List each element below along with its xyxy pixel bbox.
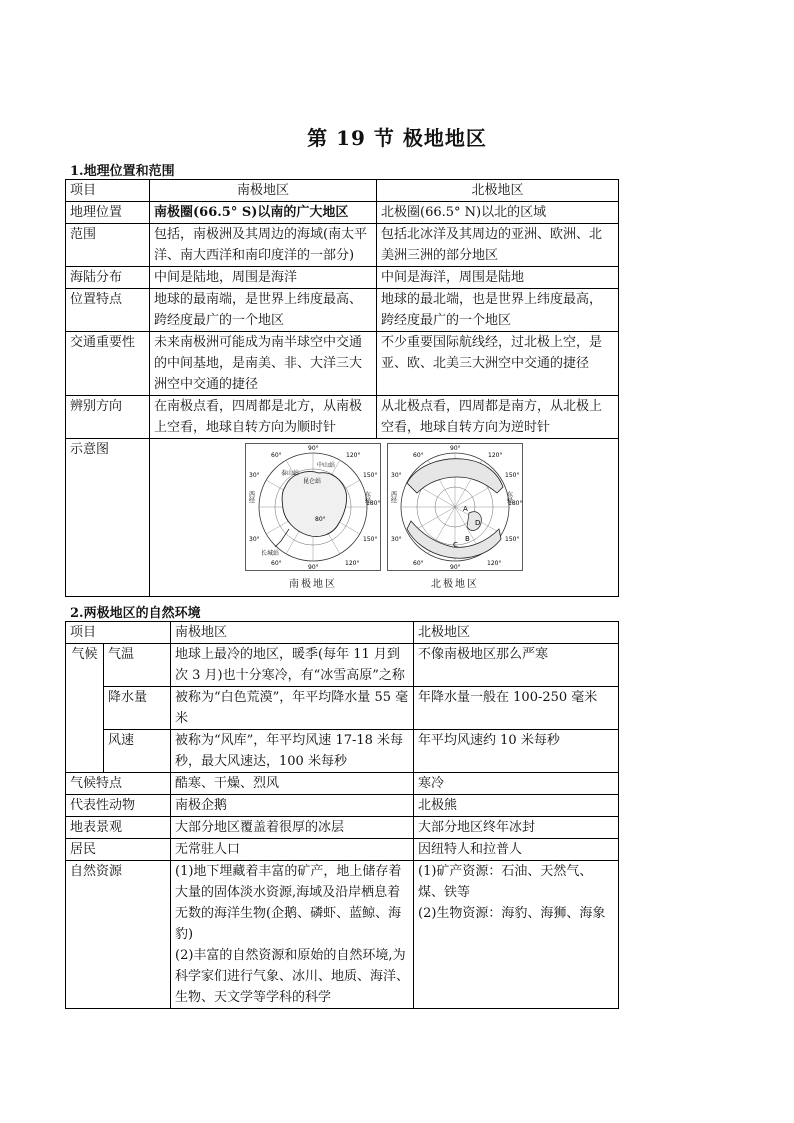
table-row bbox=[66, 817, 619, 839]
north-cell: 年平均风速约 10 米每秒 bbox=[414, 730, 619, 773]
row-label: 气温 bbox=[104, 644, 171, 687]
row-label: 降水量 bbox=[104, 687, 171, 730]
north-cell: 不像南极地区那么严寒 bbox=[414, 644, 619, 687]
location-table bbox=[65, 179, 619, 597]
row-label: 风速 bbox=[104, 730, 171, 773]
diagram-cell bbox=[150, 439, 619, 597]
south-cell: 被称为“风库”，年平均风速 17-18 米每秒，最大风速达，100 米每秒 bbox=[171, 730, 414, 773]
south-cell: 酷寒、干燥、烈风 bbox=[171, 773, 414, 795]
south-cell: 地球上最冷的地区，暖季(每年 11 月到次 3 月)也十分寒冷，有“冰雪高原”之称 bbox=[171, 644, 414, 687]
table-row bbox=[66, 730, 619, 773]
south-cell: 中间是陆地，周围是海洋 bbox=[150, 267, 377, 289]
tick-label: 60° bbox=[413, 560, 424, 567]
table-header-row bbox=[66, 180, 619, 202]
row-label: 代表性动物 bbox=[66, 795, 171, 817]
row-label: 居民 bbox=[66, 839, 171, 861]
north-cell: 中间是海洋，周围是陆地 bbox=[377, 267, 619, 289]
axis-label-east: 东经 bbox=[363, 491, 371, 503]
header-north: 北极地区 bbox=[414, 622, 619, 644]
south-cell: 在南极点看，四周都是北方，从南极上空看，地球自转方向为顺时针 bbox=[150, 396, 377, 439]
table-row bbox=[66, 267, 619, 289]
row-label: 辨别方向 bbox=[66, 396, 150, 439]
north-pole-map bbox=[387, 443, 523, 592]
north-cell: 从北极点看，四周都是南方，从北极上空看，地球自转方向为逆时针 bbox=[377, 396, 619, 439]
south-pole-map-image bbox=[245, 443, 381, 571]
row-label: 海陆分布 bbox=[66, 267, 150, 289]
tick-label: 150° bbox=[363, 536, 378, 543]
point-label: D bbox=[475, 519, 481, 527]
header-item: 项目 bbox=[66, 622, 171, 644]
row-label: 示意图 bbox=[66, 439, 150, 597]
place-label: 中山站 bbox=[317, 462, 336, 469]
row-label: 范围 bbox=[66, 224, 150, 267]
environment-table bbox=[65, 621, 619, 1009]
row-label: 位置特点 bbox=[66, 289, 150, 332]
diagram-row bbox=[66, 439, 619, 597]
table-row bbox=[66, 773, 619, 795]
tick-label: 30° bbox=[391, 536, 402, 543]
north-cell: 因纽特人和拉普人 bbox=[414, 839, 619, 861]
tick-label: 150° bbox=[363, 472, 378, 479]
north-cell: 地球的最北端，也是世界上纬度最高，跨经度最广的一个地区 bbox=[377, 289, 619, 332]
place-label: 泰山站 bbox=[281, 470, 300, 477]
north-cell: 不少重要国际航线经，过北极上空，是亚、欧、北美三大洲空中交通的捷径 bbox=[377, 332, 619, 396]
table-row bbox=[66, 687, 619, 730]
row-label: 气候特点 bbox=[66, 773, 171, 795]
section2-heading: 2.两极地区的自然环境 bbox=[70, 606, 201, 621]
south-pole-map bbox=[245, 443, 381, 592]
header-south: 南极地区 bbox=[171, 622, 414, 644]
table-row bbox=[66, 861, 619, 1009]
north-map-caption: 北极地区 bbox=[431, 579, 479, 590]
north-cell: 大部分地区终年冰封 bbox=[414, 817, 619, 839]
axis-label-east: 东经 bbox=[505, 491, 513, 503]
south-cell: 被称为“白色荒漠”，年平均降水量 55 毫米 bbox=[171, 687, 414, 730]
south-cell bbox=[171, 861, 414, 1009]
south-cell: 未来南极洲可能成为南半球空中交通的中间基地，是南美、非、大洋三大洲空中交通的捷径 bbox=[150, 332, 377, 396]
tick-label: 150° bbox=[505, 536, 520, 543]
page-title: 第 19 节 极地地区 bbox=[307, 126, 487, 150]
table-row bbox=[66, 332, 619, 396]
tick-label: 120° bbox=[487, 560, 502, 567]
table-row bbox=[66, 224, 619, 267]
south-cell: 南极圈(66.5° S)以南的广大地区 bbox=[150, 202, 377, 224]
tick-label: 90° bbox=[450, 445, 461, 452]
resource-text: (2)生物资源：海豹、海狮、海象 bbox=[418, 906, 606, 921]
table-row bbox=[66, 644, 619, 687]
north-cell: 寒冷 bbox=[414, 773, 619, 795]
north-cell: 包括北冰洋及其周边的亚洲、欧洲、北美洲三洲的部分地区 bbox=[377, 224, 619, 267]
north-cell: 北极熊 bbox=[414, 795, 619, 817]
south-cell: 包括，南极洲及其周边的海域(南太平洋、南大西洋和南印度洋的一部分) bbox=[150, 224, 377, 267]
header-item: 项目 bbox=[66, 180, 150, 202]
row-label: 自然资源 bbox=[66, 861, 171, 1009]
table-row bbox=[66, 289, 619, 332]
tick-label: 90° bbox=[450, 564, 461, 571]
point-label: A bbox=[463, 505, 468, 513]
tick-label: 30° bbox=[391, 472, 402, 479]
row-label: 交通重要性 bbox=[66, 332, 150, 396]
tick-label: 90° bbox=[308, 564, 319, 571]
north-pole-map-image bbox=[387, 443, 523, 571]
climate-group-label: 气候 bbox=[66, 644, 104, 773]
place-label: 80° bbox=[315, 516, 326, 523]
tick-label: 60° bbox=[271, 560, 282, 567]
table-header-row bbox=[66, 622, 619, 644]
point-label: B bbox=[465, 535, 470, 543]
tick-label: 180° bbox=[508, 500, 523, 507]
north-cell bbox=[414, 861, 619, 1009]
header-north: 北极地区 bbox=[377, 180, 619, 202]
tick-label: 60° bbox=[271, 452, 282, 459]
south-cell: 地球的最南端，是世界上纬度最高、跨经度最广的一个地区 bbox=[150, 289, 377, 332]
axis-label-west: 西经 bbox=[247, 491, 255, 503]
tick-label: 30° bbox=[249, 472, 260, 479]
resource-text: (1)矿产资源：石油、天然气、煤、铁等 bbox=[418, 864, 593, 900]
table-row bbox=[66, 839, 619, 861]
tick-label: 180° bbox=[366, 500, 381, 507]
section1-heading: 1.地理位置和范围 bbox=[70, 164, 175, 179]
header-south: 南极地区 bbox=[150, 180, 377, 202]
tick-label: 120° bbox=[488, 452, 503, 459]
resource-text: (2)丰富的自然资源和原始的自然环境,为科学家们进行气象、冰川、地质、海洋、生物、天文学等学科的科学 bbox=[175, 948, 410, 1005]
resource-text: (1)地下埋藏着丰富的矿产，地上储存着大量的固体淡水资源,海域及沿岸栖息着无数的海洋生物(企鹅、磷虾、蓝鲸、海豹) bbox=[175, 864, 402, 942]
south-map-caption: 南极地区 bbox=[289, 579, 337, 590]
point-label: C bbox=[453, 541, 458, 549]
tick-label: 60° bbox=[413, 452, 424, 459]
tick-label: 120° bbox=[345, 560, 360, 567]
row-label: 地表景观 bbox=[66, 817, 171, 839]
row-label: 地理位置 bbox=[66, 202, 150, 224]
tick-label: 120° bbox=[346, 452, 361, 459]
north-cell: 北极圈(66.5° N)以北的区域 bbox=[377, 202, 619, 224]
place-label: 长城站 bbox=[261, 550, 280, 557]
south-cell: 无常驻人口 bbox=[171, 839, 414, 861]
tick-label: 30° bbox=[249, 536, 260, 543]
table-row bbox=[66, 795, 619, 817]
axis-label-west: 西经 bbox=[389, 491, 397, 503]
north-cell: 年降水量一般在 100-250 毫米 bbox=[414, 687, 619, 730]
tick-label: 150° bbox=[505, 472, 520, 479]
table-row bbox=[66, 202, 619, 224]
place-label: 昆仑站 bbox=[303, 478, 322, 485]
table-row bbox=[66, 396, 619, 439]
south-cell: 南极企鹅 bbox=[171, 795, 414, 817]
south-cell: 大部分地区覆盖着很厚的冰层 bbox=[171, 817, 414, 839]
tick-label: 90° bbox=[308, 445, 319, 452]
